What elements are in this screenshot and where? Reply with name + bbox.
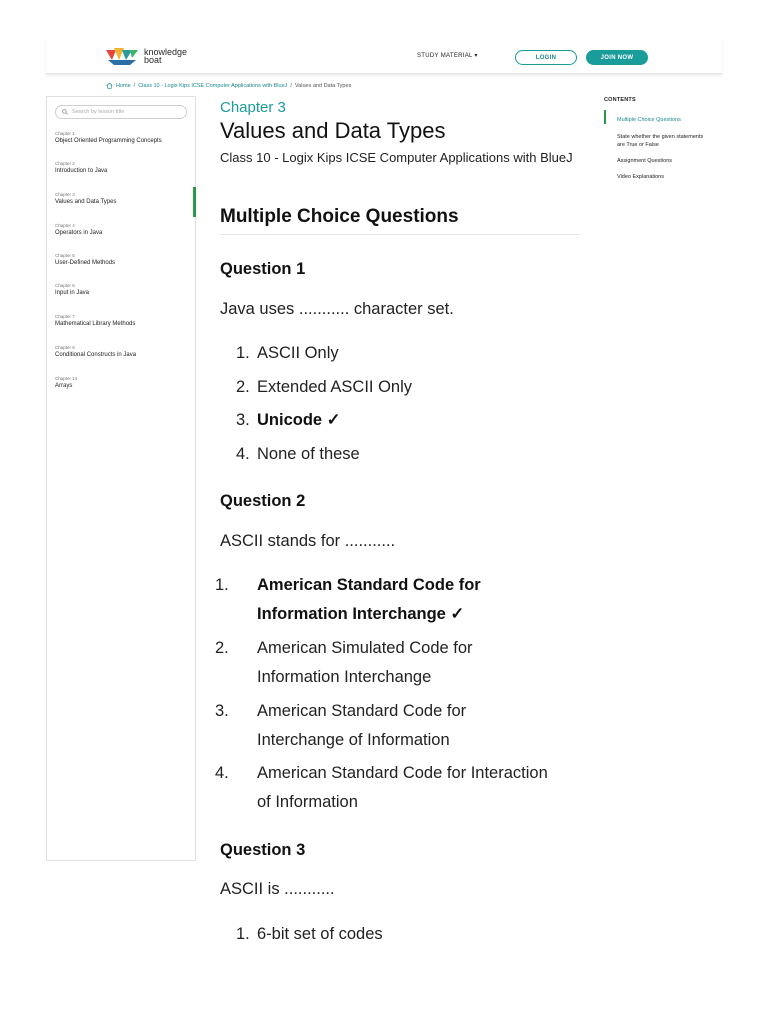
option-text: American Standard Code for Interaction of Information: [257, 764, 548, 811]
option-text: 6-bit set of codes: [257, 925, 383, 943]
chevron-down-icon: ▾: [472, 53, 478, 59]
chapter-number: Chapter 14: [55, 376, 78, 381]
option-number: 3.: [215, 702, 229, 720]
logo-text-line1: knowledge: [144, 47, 188, 57]
chapter-title: Mathematical Library Methods: [55, 321, 136, 327]
option-number: 2.: [215, 639, 229, 657]
sidebar-item-chapter-4[interactable]: [55, 223, 193, 237]
contents-heading: CONTENTS: [604, 97, 636, 103]
option-text: American Simulated Code for Information Interchange: [257, 639, 473, 686]
list-item: [215, 759, 556, 817]
page-subtitle: Class 10 - Logix Kips ICSE Computer Applications with BlueJ: [220, 150, 573, 165]
section-divider: [220, 234, 580, 235]
breadcrumb-separator: /: [290, 82, 292, 89]
chapter-title: Operators in Java: [55, 230, 103, 236]
correct-option-text: Unicode ✓: [257, 411, 341, 429]
list-item: [236, 440, 556, 469]
toc-active-indicator: [604, 110, 606, 124]
sidebar-item-chapter-5[interactable]: [55, 253, 193, 267]
question-text: Java uses ........... character set.: [220, 300, 454, 318]
logo-text-line2: boat: [144, 55, 162, 65]
sidebar-item-chapter-6[interactable]: [55, 283, 193, 297]
option-number: 4.: [215, 764, 229, 782]
sidebar-item-chapter-1[interactable]: [55, 131, 193, 145]
chapter-number: Chapter 7: [55, 314, 75, 319]
study-material-label: STUDY MATERIAL: [417, 53, 473, 59]
chapter-number: Chapter 1: [55, 131, 75, 136]
lesson-search[interactable]: [55, 105, 187, 119]
chapter-title: Introduction to Java: [55, 168, 108, 174]
toc-item-assignment[interactable]: Assignment Questions: [617, 158, 673, 164]
option-text: Extended ASCII Only: [257, 378, 413, 396]
chapter-title: User-Defined Methods: [55, 260, 116, 266]
chapter-title: Arrays: [55, 383, 73, 389]
list-item: [215, 634, 556, 692]
chapter-number: Chapter 3: [55, 192, 75, 197]
search-input[interactable]: [72, 109, 182, 115]
login-button[interactable]: LOGIN: [515, 50, 577, 65]
correct-option-text: American Standard Code for Information Interchange ✓: [257, 576, 481, 623]
boat-logo-icon: [104, 46, 140, 66]
option-text: American Standard Code for Interchange of Information: [257, 702, 467, 749]
chapter-label: Chapter 3: [220, 99, 286, 116]
list-item: [236, 373, 556, 402]
toc-item-true-false[interactable]: State whether the given statements are True or False: [617, 134, 704, 148]
chapter-number: Chapter 8: [55, 345, 75, 350]
sidebar-item-chapter-3[interactable]: [55, 192, 193, 206]
breadcrumb: [106, 82, 351, 89]
list-item: [236, 339, 556, 368]
chapter-title: Values and Data Types: [55, 199, 117, 205]
question-text: ASCII is ...........: [220, 880, 335, 898]
search-icon: [62, 109, 68, 115]
sidebar-item-chapter-7[interactable]: [55, 314, 193, 328]
breadcrumb-class[interactable]: Class 10 - Logix Kips ICSE Computer Applications with BlueJ: [138, 82, 288, 89]
top-header: [46, 38, 722, 74]
chapter-number: Chapter 2: [55, 161, 75, 166]
breadcrumb-current: Values and Data Types: [294, 82, 352, 89]
list-item: [236, 920, 556, 949]
sidebar-item-chapter-2[interactable]: [55, 161, 193, 175]
knowledge-boat-logo[interactable]: [104, 44, 204, 68]
toc-item-multiple-choice[interactable]: Multiple Choice Questions: [617, 117, 681, 123]
chapter-number: Chapter 6: [55, 283, 75, 288]
list-item: [215, 697, 556, 755]
chapter-title: Input in Java: [55, 290, 90, 296]
question-text: ASCII stands for ...........: [220, 532, 396, 550]
option-text: None of these: [257, 445, 360, 463]
study-material-menu[interactable]: [417, 52, 478, 59]
option-number: 2.: [236, 378, 250, 396]
option-number: 1.: [236, 344, 250, 362]
option-number: 4.: [236, 445, 250, 463]
section-title: Multiple Choice Questions: [220, 206, 459, 227]
option-number: 3.: [236, 411, 250, 429]
option-text: ASCII Only: [257, 344, 339, 362]
chapter-title: Conditional Constructs in Java: [55, 352, 137, 358]
chapter-number: Chapter 5: [55, 253, 75, 258]
chapter-sidebar: [46, 96, 196, 861]
question-title: Question 3: [220, 841, 306, 859]
toc-item-video[interactable]: Video Explanations: [617, 174, 664, 180]
breadcrumb-separator: /: [133, 82, 136, 89]
breadcrumb-home[interactable]: Home: [116, 82, 131, 89]
active-chapter-indicator: [193, 187, 196, 217]
sidebar-item-chapter-8[interactable]: [55, 345, 193, 359]
home-icon[interactable]: [106, 82, 113, 89]
chapter-number: Chapter 4: [55, 223, 75, 228]
option-number: 1.: [236, 925, 250, 943]
question-title: Question 2: [220, 492, 306, 510]
list-item: [215, 571, 556, 629]
page-title: Values and Data Types: [220, 118, 446, 143]
chapter-title: Object Oriented Programming Concepts: [55, 138, 162, 144]
question-title: Question 1: [220, 260, 306, 278]
list-item: [236, 406, 556, 435]
option-number: 1.: [215, 576, 229, 594]
join-now-button[interactable]: JOIN NOW: [586, 50, 648, 65]
sidebar-item-chapter-14[interactable]: [55, 376, 193, 390]
